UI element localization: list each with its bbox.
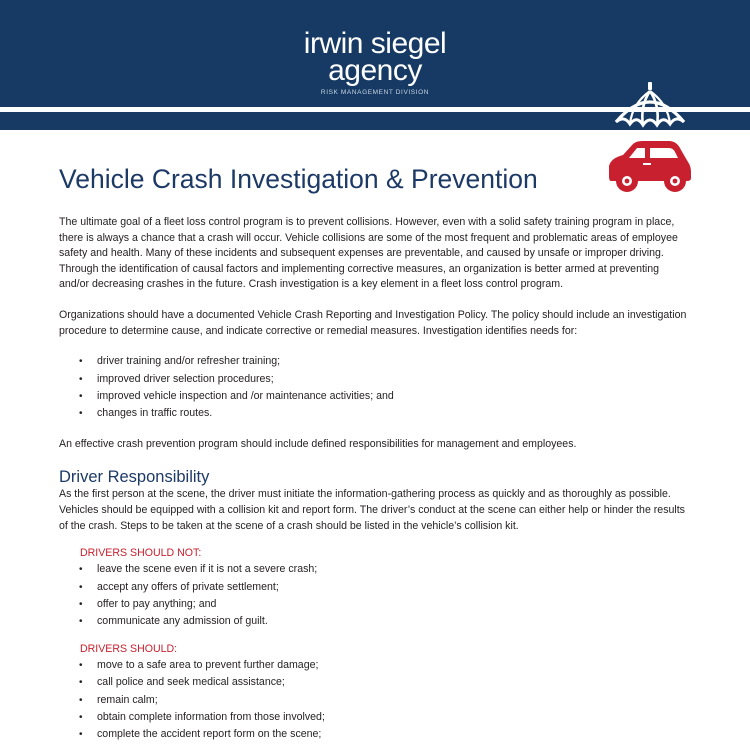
bullet-dot: • (79, 390, 83, 402)
should-list (59, 657, 689, 744)
document-title: Vehicle Crash Investigation & Prevention (59, 164, 538, 194)
list-item: • complete the accident report form on the scene; (59, 726, 689, 743)
bullet-dot: • (79, 659, 83, 671)
bullet-dot: • (79, 694, 83, 706)
list-item: • accept any offers of private settlement; (59, 579, 689, 596)
list-item: • remain calm; (59, 692, 689, 709)
section-heading: Driver Responsibility (59, 468, 210, 487)
intro-paragraph: The ultimate goal of a fleet loss control program is to prevent collisions. However, even with a solid safety training program in place, there is always a chance that a crash will occur. Vehicle collisions are some of the most frequent and problematic areas of employee safety and health. Many of these incidents and subsequent expenses are preventable, and caused by unsafe or improper driving. Through the identification of causal factors and implementing corrective measures, an organization is better armed at preventing and/or decreasing crashes in the future. Crash investigation is a key element in a fleet loss control program. (59, 216, 678, 291)
list-item: • driver training and/or refresher training; (59, 353, 689, 370)
bullet-dot: • (79, 356, 83, 368)
list-item: • improved driver selection procedures; (59, 371, 689, 388)
document-body (59, 215, 689, 744)
effective-program-paragraph: An effective crash prevention program should include defined responsibilities for management and employees. (59, 437, 577, 450)
should-label: DRIVERS SHOULD: (80, 642, 178, 655)
list-item: • move to a safe area to prevent further damage; (59, 657, 689, 674)
bullet-dot: • (79, 564, 83, 576)
policy-paragraph: Organizations should have a documented Vehicle Crash Reporting and Investigation Policy. The policy should include an investigation procedure to determine cause, and indicate corrective or remedial measures. Investigation identifies needs for: (59, 308, 687, 337)
bullet-dot: • (79, 598, 83, 610)
list-item: • improved vehicle inspection and /or maintenance activities; and (59, 388, 689, 405)
driver-paragraph: As the first person at the scene, the driver must initiate the information-gathering process as quickly and as thoroughly as possible. Vehicles should be equipped with a collision kit and report form. The driver’s conduct at the scene can either help or hinder the results of the crash. Steps to be taken at the scene of a crash should be listed in the vehicle’s collision kit. (59, 488, 685, 532)
logo-name-line1: irwin siegel (303, 27, 447, 60)
car-icon (603, 138, 693, 193)
logo-subtitle: RISK MANAGEMENT DIVISION (320, 89, 430, 96)
list-item: • call police and seek medical assistance; (59, 674, 689, 691)
list-item: • leave the scene even if it is not a severe crash; (59, 561, 689, 578)
list-item: • changes in traffic routes. (59, 405, 689, 422)
list-item: • communicate any admission of guilt. (59, 613, 689, 630)
bullet-dot: • (79, 408, 83, 420)
bullet-dot: • (79, 373, 83, 385)
should-not-list (59, 561, 689, 631)
list-item: • offer to pay anything; and (59, 596, 689, 613)
list-item: • obtain complete information from those involved; (59, 709, 689, 726)
bullet-dot: • (79, 677, 83, 689)
bullet-dot: • (79, 581, 83, 593)
should-not-label: DRIVERS SHOULD NOT: (80, 547, 202, 560)
logo-name-line2: agency (328, 54, 422, 87)
bullet-dot: • (79, 712, 83, 723)
bullet-dot: • (79, 729, 83, 741)
bullet-dot: • (79, 616, 83, 628)
umbrella-icon (610, 80, 690, 132)
needs-list (59, 353, 689, 423)
